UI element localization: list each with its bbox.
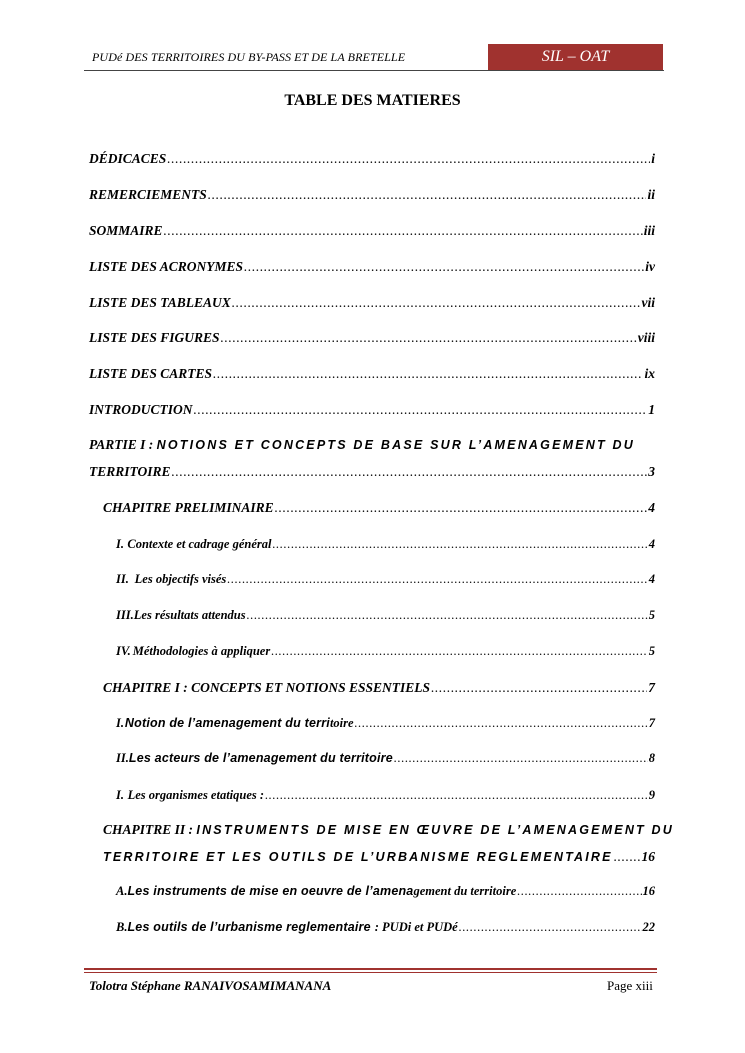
toc-number: A.: [116, 884, 128, 898]
toc-page: ii: [647, 187, 655, 202]
toc-label: Contexte et cadrage général: [127, 537, 272, 551]
toc-label: Les acteurs de l’amenagement du territoire: [128, 751, 393, 765]
toc-number: II.: [116, 572, 129, 586]
toc-label: SOMMAIRE: [89, 223, 163, 238]
toc-entry-ch2-a[interactable]: [116, 884, 655, 899]
footer-divider: [84, 968, 657, 970]
toc-entry-chapitre-1[interactable]: [103, 680, 655, 696]
toc-label: LISTE DES TABLEAUX: [89, 295, 231, 310]
toc-entry-remerciements[interactable]: [89, 187, 655, 203]
toc-label: Les résultats attendus: [133, 608, 246, 622]
toc-leader: [244, 259, 644, 275]
footer-author: Tolotra Stéphane RANAIVOSAMIMANANA: [89, 978, 332, 993]
toc-page: 7: [648, 716, 655, 730]
toc-label: Méthodologies à appliquer: [132, 644, 271, 658]
toc-entry-figures[interactable]: [89, 330, 655, 346]
toc-entry-prelim-3[interactable]: [116, 608, 655, 623]
toc-entry-ch1-1[interactable]: [116, 716, 655, 731]
toc-entry-dedicaces[interactable]: [89, 151, 655, 167]
toc-label: Les outils de l’urbanisme reglementaire: [127, 920, 371, 934]
toc-label: INTRODUCTION: [89, 402, 193, 417]
header-badge: SIL – OAT: [488, 44, 663, 70]
toc-page: 16: [641, 849, 655, 864]
toc-leader: [355, 716, 648, 731]
footer-page-number: Page xiii: [607, 978, 653, 993]
toc-entry-prelim-1[interactable]: [116, 537, 655, 552]
toc-page: iii: [643, 223, 655, 238]
toc-number: IV.: [116, 644, 131, 658]
toc-leader: [213, 366, 643, 382]
toc-entry-acronymes[interactable]: [89, 259, 655, 275]
toc-page: i: [651, 151, 655, 166]
toc-page: iv: [645, 259, 655, 274]
toc-label: Les organismes etatiques :: [127, 788, 265, 802]
toc-page: 8: [648, 751, 655, 765]
header-divider: [84, 70, 664, 71]
toc-label-title: NOTIONS ET CONCEPTS DE BASE SUR L’AMENAGEMENT DU: [156, 438, 635, 452]
header-title: PUDé DES TERRITOIRES DU BY-PASS ET DE LA BRETELLE: [92, 50, 406, 64]
toc-label: TERRITOIRE: [89, 464, 171, 479]
toc-leader: [517, 884, 641, 899]
toc-page: 4: [648, 537, 655, 551]
toc-leader: [167, 151, 650, 167]
toc-entry-chapitre-2[interactable]: [103, 849, 655, 865]
toc-page: 1: [648, 402, 655, 417]
toc-leader: [394, 751, 648, 766]
toc-leader: [194, 402, 648, 418]
toc-number: I.: [116, 716, 124, 730]
toc-leader: [221, 330, 637, 346]
toc-entry-chapitre-2-heading[interactable]: [103, 822, 674, 838]
toc-leader: [208, 187, 647, 203]
toc-page: 3: [648, 464, 655, 479]
toc-page: vii: [641, 295, 655, 310]
toc-number: II.: [116, 751, 129, 765]
toc-leader: [232, 295, 641, 311]
toc-label-tail: : PUDi et PUDé: [374, 920, 458, 934]
toc-label: DÉDICACES: [89, 151, 167, 166]
toc-entry-introduction[interactable]: [89, 402, 655, 418]
toc-label-title: INSTRUMENTS DE MISE EN ŒUVRE DE L’AMENAGEMENT DU: [196, 823, 675, 837]
toc-entry-chapitre-preliminaire[interactable]: [103, 500, 655, 516]
toc-page: 16: [642, 884, 655, 898]
toc-entry-ch1-3[interactable]: [116, 788, 655, 803]
toc-entry-cartes[interactable]: [89, 366, 655, 382]
toc-page: 4: [648, 500, 655, 515]
toc-entry-partie1-heading[interactable]: [89, 437, 635, 453]
toc-leader: [227, 572, 647, 587]
toc-label: CHAPITRE PRELIMINAIRE: [103, 500, 274, 515]
toc-leader: [614, 849, 641, 865]
toc-entry-sommaire[interactable]: [89, 223, 655, 239]
toc-label-prefix: PARTIE I :: [89, 437, 154, 452]
toc-leader: [272, 537, 647, 552]
toc-entry-ch2-b[interactable]: [116, 920, 655, 935]
toc-leader: [164, 223, 643, 239]
toc-page: ix: [644, 366, 655, 381]
toc-page: 7: [648, 680, 655, 695]
toc-label: Les instruments de mise en oeuvre de l’amena: [127, 884, 414, 898]
toc-label-tail: toire: [329, 716, 354, 730]
toc-page: 5: [648, 644, 655, 658]
toc-entry-prelim-2[interactable]: [116, 572, 655, 587]
toc-label: Les objectifs visés: [134, 572, 227, 586]
toc-label: REMERCIEMENTS: [89, 187, 207, 202]
toc-label-tail: gement du territoire: [413, 884, 517, 898]
toc-page: 9: [648, 788, 655, 802]
toc-page: 4: [648, 572, 655, 586]
toc-entry-prelim-4[interactable]: [116, 644, 655, 659]
toc-label: LISTE DES CARTES: [89, 366, 213, 381]
toc-label-prefix: CHAPITRE II :: [103, 822, 194, 837]
toc-leader: [247, 608, 648, 623]
toc-leader: [459, 920, 642, 935]
toc-leader: [275, 500, 648, 516]
toc-entry-tableaux[interactable]: [89, 295, 655, 311]
toc-label: CHAPITRE I : CONCEPTS ET NOTIONS ESSENTIELS: [103, 680, 431, 695]
toc-leader: [172, 464, 648, 480]
toc-leader: [431, 680, 647, 696]
toc-entry-partie1[interactable]: [89, 464, 655, 480]
toc-label: LISTE DES FIGURES: [89, 330, 220, 345]
toc-number: B.: [116, 920, 128, 934]
toc-page: 5: [648, 608, 655, 622]
toc-leader: [271, 644, 648, 659]
toc-label: LISTE DES ACRONYMES: [89, 259, 244, 274]
toc-label: Notion de l’amenagement du terri: [124, 716, 330, 730]
toc-label: TERRITOIRE ET LES OUTILS DE L’URBANISME REGLEMENTAIRE: [103, 850, 613, 864]
toc-number: III.: [116, 608, 134, 622]
toc-number: I.: [116, 537, 124, 551]
toc-leader: [265, 788, 648, 803]
toc-number: I.: [116, 788, 124, 802]
footer-divider-thin: [84, 972, 657, 973]
page-title: TABLE DES MATIERES: [284, 92, 461, 109]
toc-page: viii: [637, 330, 655, 345]
toc-entry-ch1-2[interactable]: [116, 751, 655, 766]
toc-page: 22: [642, 920, 655, 934]
